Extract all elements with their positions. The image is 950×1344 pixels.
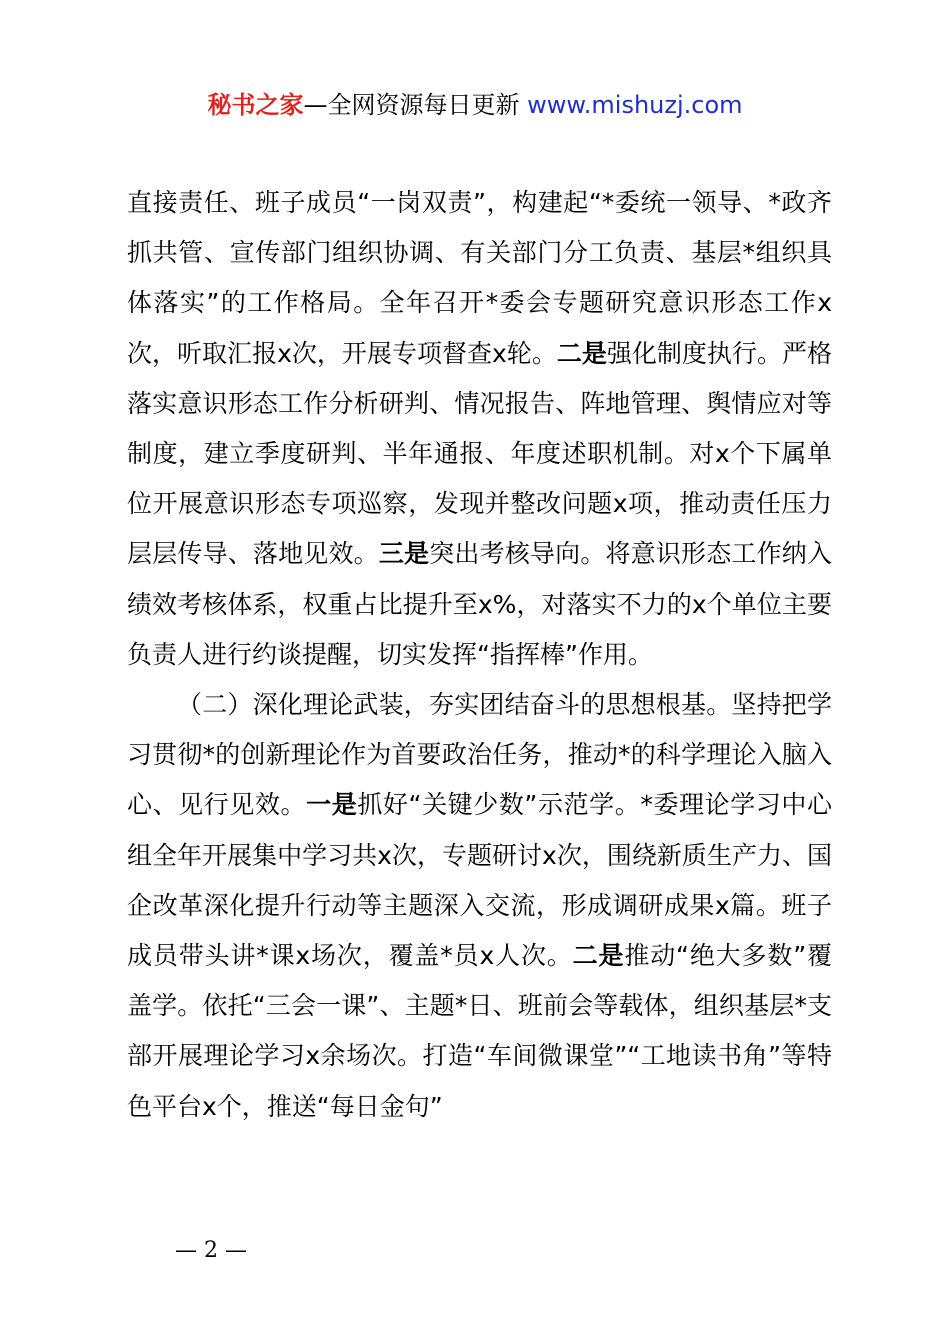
paragraph-text: 抓好“关键少数”示范学。*委理论学习中心组全年开展集中学习共x次，专题研讨x次，围绕新质生产力、国企改革深化提升行动等主题深入交流，形成调研成果x篇。班子成员带头讲*课x场次，覆盖*员x人次。 [127,790,832,971]
paragraph-text: 直接责任、班子成员“一岗双责”，构建起“*委统一领导、*政齐抓共管、宣传部门组织协调、有关部门分工负责、基层*组织具体落实”的工作格局。全年召开*委会专题研究意识形态工作x次，听取汇报x次，开展专项督查x轮。 [127,188,832,368]
lead-phrase: 二是 [572,941,625,971]
site-brand-name: 秘书之家 [207,91,304,119]
site-banner [0,88,950,122]
lead-phrase: 三是 [378,539,430,569]
page-number: — 2 — [175,1238,247,1263]
paragraph-text: 突出考核导向。将意识形态工作纳入绩效考核体系，权重占比提升至x%，对落实不力的x个单位主要负责人进行约谈提醒，切实发挥“指挥棒”作用。 [127,539,832,669]
body-paragraph [127,680,832,1132]
site-slogan: —全网资源每日更新 [303,91,528,119]
lead-phrase: 一是 [306,790,358,820]
document-body [127,178,832,1132]
lead-phrase: 二是 [556,338,607,368]
paragraph-text: 推动“绝大多数”覆盖学。依托“三会一课”、主题*日、班前会等载体，组织基层*支部开展理论学习x余场次。打造“车间微课堂”“工地读书角”等特色平台x个，推送“每日金句” [127,941,833,1121]
paragraph-text: （二）深化理论武装，夯实团结奋斗的思想根基。坚持把学习贯彻*的创新理论作为首要政治任务，推动*的科学理论入脑入心、见行见效。 [127,690,832,820]
site-url-link[interactable]: www.mishuzj.com [527,91,743,119]
body-paragraph [127,178,832,680]
paragraph-text: 强化制度执行。严格落实意识形态工作分析研判、情况报告、阵地管理、舆情应对等制度，建立季度研判、半年通报、年度述职机制。对x个下属单位开展意识形态专项巡察，发现并整改问题x项，推动责任压力层层传导、落地见效。 [127,338,832,569]
